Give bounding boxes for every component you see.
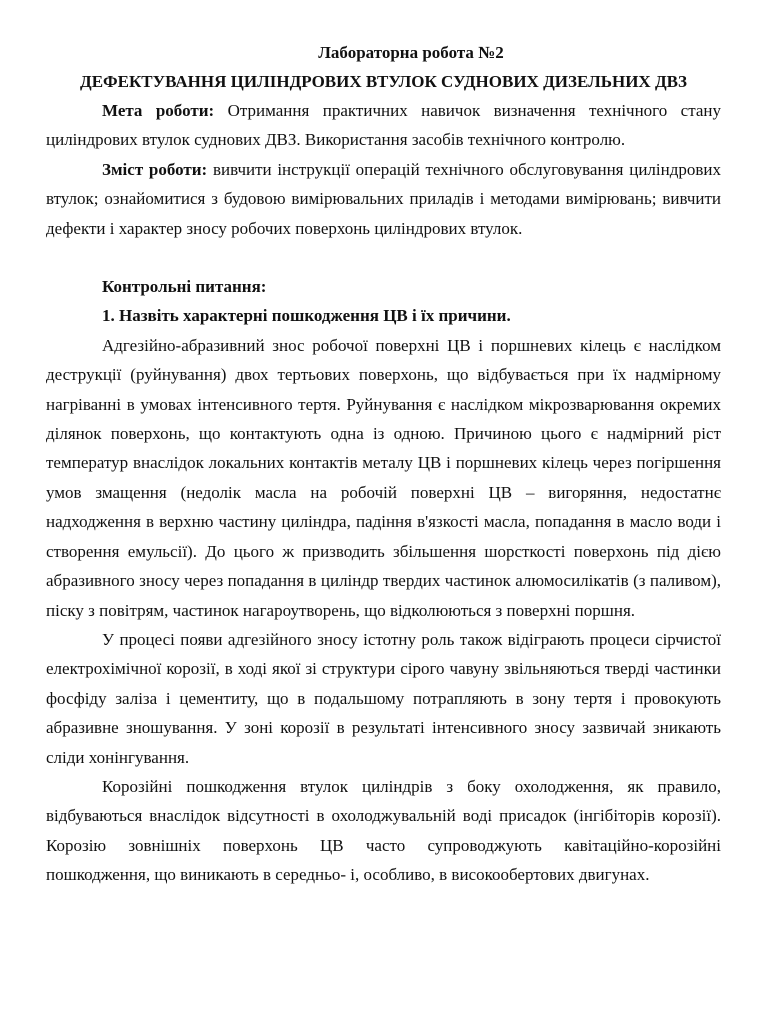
body-paragraph-2: У процесі появи адгезійного зносу істотну роль також відіграють процеси сірчистої електрохімічної корозії, в ході якої зі структури сірого чавуну звільняються тверді частинки фосфіду заліза і цементиту, що в подальшому потрапляють в зону тертя і провокують абразивне зношування. У зоні корозії в результаті інтенсивного зносу зазвичай зникають сліди хонінгування. [46,629,721,767]
control-questions-heading: Контрольні питання: [102,277,267,297]
goal-text: Отримання практичних навичок визначення технічного стану циліндрових втулок суднових ДВЗ. Використання засобів технічного контролю. [46,101,721,150]
body-paragraph-1: Адгезійно-абразивний знос робочої поверхні ЦВ і поршневих кілець є наслідком деструкції (руйнування) двох тертьових поверхонь, що відбувається при їх надмірному нагріванні в умовах інтенсивного тертя. Руйнування є наслідком мікрозварювання окремих ділянок поверхонь, що контактують одна із одною. Причиною цього є надмірний ріст температур внаслідок локальних контактів металу ЦВ і поршневих кілець через погіршення умов змащення (недолік масла на робочій поверхні ЦВ – вигоряння, недостатнє надходження в верхню частину циліндра, падіння в'язкості масла, попадання в масло води і створення емульсії). До цього ж призводить збільшення шорсткості поверхонь під дією абразивного зносу через попадання в циліндр твердих частинок алюмосилікатів (з паливом), піску з повітрям, частинок нагароутворень, що відколюються з поверхні поршня. [46,335,721,620]
document-page [46,38,721,890]
document-heading: ДЕФЕКТУВАННЯ ЦИЛІНДРОВИХ ВТУЛОК СУДНОВИХ ДИЗЕЛЬНИХ ДВЗ [80,72,687,91]
goal-paragraph [46,96,721,155]
content-label: Зміст роботи: [102,159,208,179]
question-1: 1. Назвіть характерні пошкодження ЦВ і їх причини. [102,306,511,326]
lab-title: Лабораторна робота №2 [318,43,504,62]
content-paragraph [46,155,721,243]
blank-line [46,243,721,272]
body-paragraph-3: Корозійні пошкодження втулок циліндрів з боку охолодження, як правило, відбуваються внаслідок відсутності в охолоджувальній воді присадок (інгібіторів корозії). Корозію зовнішніх поверхонь ЦВ часто супроводжують кавітаційно-корозійні пошкодження, що виникають в середньо- і, особливо, в високообертових двигунах. [46,776,721,885]
content-text: вивчити інструкції операцій технічного обслуговування циліндрових втулок; ознайомитися з будовою вимірювальних приладів і методами вимірювань; вивчити дефекти і характер зносу робочих поверхонь циліндрових втулок. [46,159,721,238]
goal-label: Мета роботи: [102,101,215,120]
